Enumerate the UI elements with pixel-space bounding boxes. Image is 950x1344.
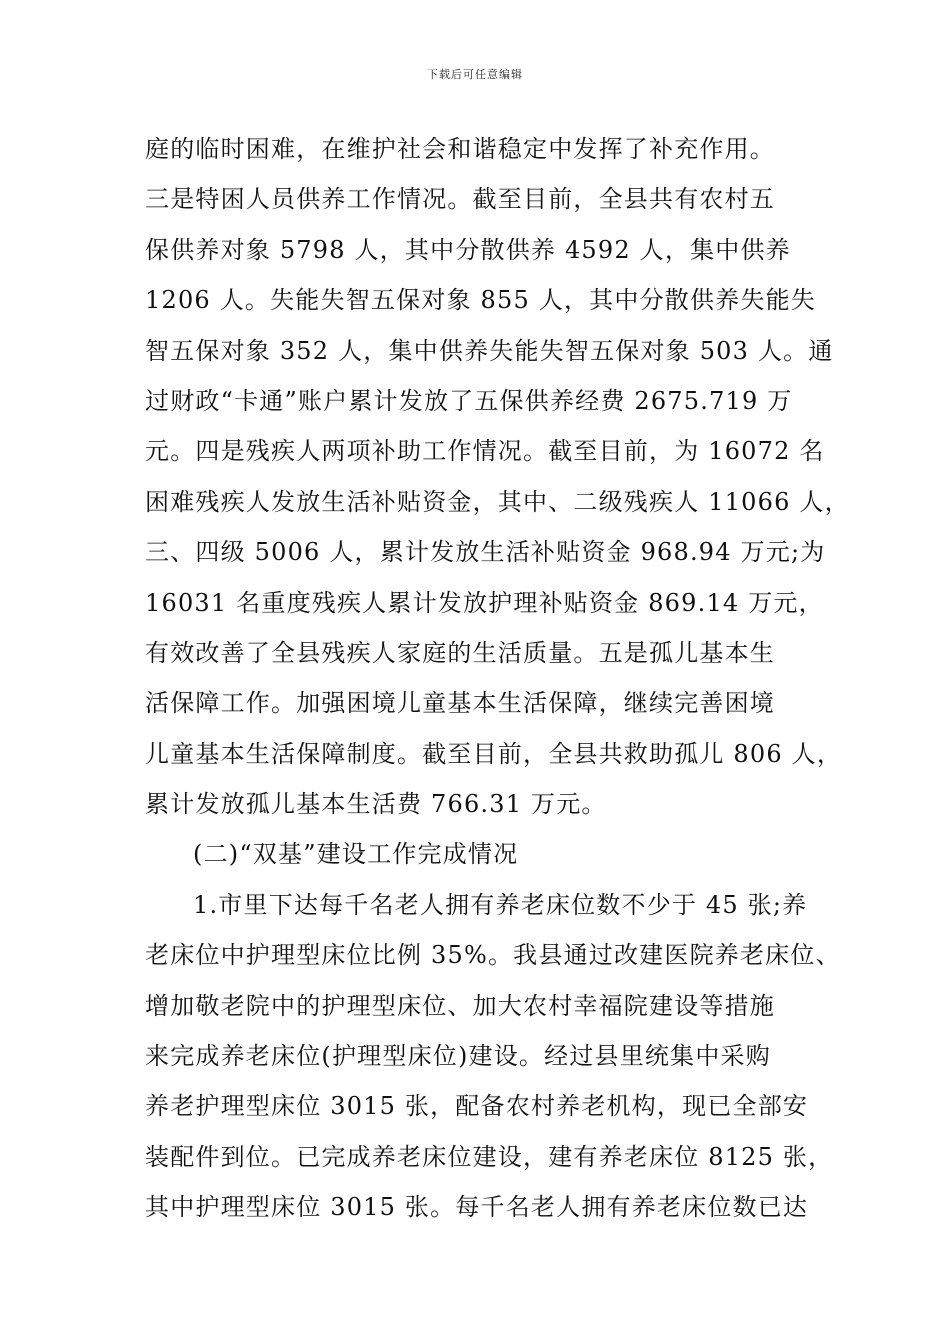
text-line-13: 儿童基本生活保障制度。截至目前，全县共救助孤儿 806 人，	[145, 739, 843, 768]
text-line-8: 困难残疾人发放生活补贴资金，其中、二级残疾人 11066 人，	[145, 487, 850, 516]
document-body	[145, 124, 850, 1233]
text-line-21: 装配件到位。已完成养老床位建设，建有养老床位 8125 张，	[145, 1142, 834, 1171]
text-line-18: 增加敬老院中的护理型床位、加大农村幸福院建设等措施	[145, 991, 775, 1020]
text-line-7: 元。四是残疾人两项补助工作情况。截至目前，为 16072 名	[145, 437, 825, 466]
text-line-17: 老床位中护理型床位比例 35%。我县通过改建医院养老床位、	[145, 941, 841, 970]
text-line-3: 保供养对象 5798 人，其中分散供养 4592 人，集中供养	[145, 235, 791, 264]
text-line-9: 三、四级 5006 人，累计发放生活补贴资金 968.94 万元;为	[145, 538, 826, 567]
text-line-22: 其中护理型床位 3015 张。每千名老人拥有养老床位数已达	[145, 1193, 809, 1222]
text-line-2: 三是特困人员供养工作情况。截至目前，全县共有农村五	[145, 185, 775, 214]
text-line-5: 智五保对象 352 人，集中供养失能失智五保对象 503 人。通	[145, 336, 834, 365]
text-line-19: 来完成养老床位(护理型床位)建设。经过县里统集中采购	[145, 1042, 771, 1071]
section-heading: (二)“双基”建设工作完成情况	[193, 840, 519, 869]
page-header: 下载后可任意编辑	[427, 68, 523, 81]
text-line-1: 庭的临时困难，在维护社会和谐稳定中发挥了补充作用。	[145, 135, 775, 163]
text-line-14: 累计发放孤儿基本生活费 766.31 万元。	[145, 790, 607, 819]
text-line-6: 过财政“卡通”账户累计发放了五保供养经费 2675.719 万	[145, 386, 793, 415]
text-line-16: 1.市里下达每千名老人拥有养老床位数不少于 45 张;养	[193, 890, 808, 919]
text-line-12: 活保障工作。加强困境儿童基本生活保障，继续完善困境	[145, 689, 775, 718]
text-line-20: 养老护理型床位 3015 张，配备农村养老机构，现已全部安	[145, 1092, 809, 1121]
text-line-10: 16031 名重度残疾人累计发放护理补贴资金 869.14 万元，	[145, 588, 824, 617]
text-line-11: 有效改善了全县残疾人家庭的生活质量。五是孤儿基本生	[145, 638, 775, 667]
text-line-4: 1206 人。失能失智五保对象 855 人，其中分散供养失能失	[145, 286, 816, 315]
